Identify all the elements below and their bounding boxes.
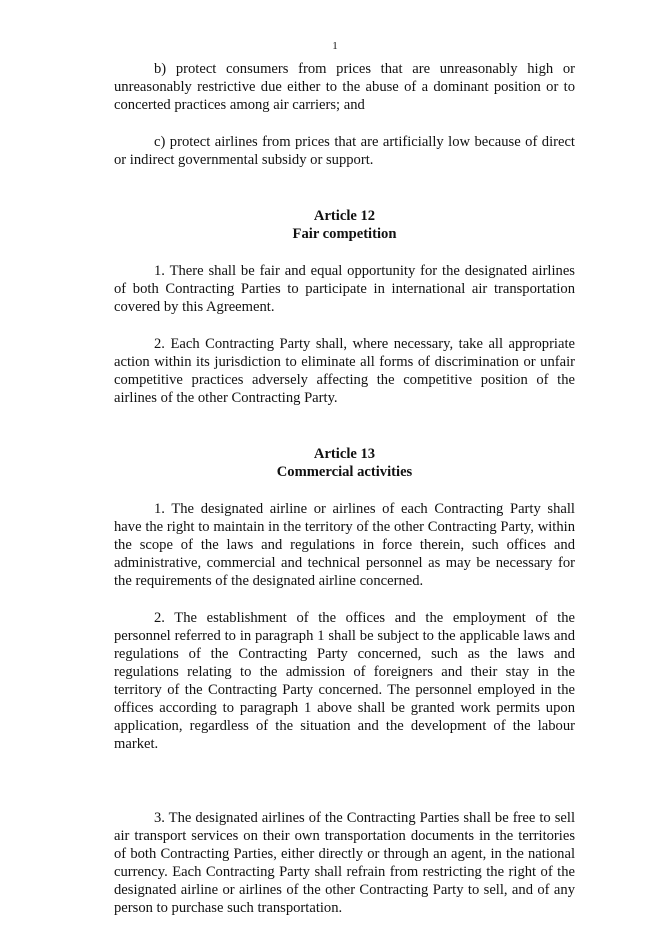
paragraph-b: b) protect consumers from prices that are unreasonably high or unreasonably restrictive due either to the abuse of a dominant position or to concerted practices among air carriers; and bbox=[114, 61, 575, 113]
paragraph-c: c) protect airlines from prices that are artificially low because of direct or indirect governmental subsidy or support. bbox=[114, 134, 575, 168]
article-13-paragraph-2: 2. The establishment of the offices and the employment of the personnel referred to in paragraph 1 shall be subject to the applicable laws and regulations of the Contracting Party concerned, such as the laws and regulations relating to the admission of foreigners and their stay in the territory of the Contracting Party concerned. The personnel employed in the offices according to paragraph 1 above shall be granted work permits upon application, regardless of the situation and the development of the labour market. bbox=[114, 610, 575, 752]
article-12-number: Article 12 bbox=[313, 208, 376, 224]
article-13-paragraph-3: 3. The designated airlines of the Contracting Parties shall be free to sell air transport services on their own transportation documents in the territories of both Contracting Parties, either directly or through an agent, in the national currency. Each Contracting Party shall refrain from restricting the right of the designated airline or airlines of the other Contracting Party to sell, and of any person to purchase such transportation. bbox=[114, 810, 575, 916]
article-12-heading bbox=[114, 207, 575, 243]
page-number: 1 bbox=[332, 40, 338, 52]
article-12-paragraph-2: 2. Each Contracting Party shall, where necessary, take all appropriate action within its jurisdiction to eliminate all forms of discrimination or unfair competitive practices adversely affecting the competitive position of the airlines of the other Contracting Party. bbox=[114, 336, 575, 406]
article-12-paragraph-1: 1. There shall be fair and equal opportunity for the designated airlines of both Contracting Parties to participate in international air transportation covered by this Agreement. bbox=[114, 263, 575, 315]
article-13-heading bbox=[114, 445, 575, 481]
article-12-title: Fair competition bbox=[292, 226, 397, 242]
article-13-title: Commercial activities bbox=[276, 464, 413, 480]
article-13-number: Article 13 bbox=[313, 446, 376, 462]
document-body bbox=[114, 60, 575, 917]
article-13-paragraph-1: 1. The designated airline or airlines of each Contracting Party shall have the right to maintain in the territory of the other Contracting Party, within the scope of the laws and regulations in force therein, such offices and administrative, commercial and technical personnel as may be necessary for the requirements of the designated airline concerned. bbox=[114, 501, 575, 589]
